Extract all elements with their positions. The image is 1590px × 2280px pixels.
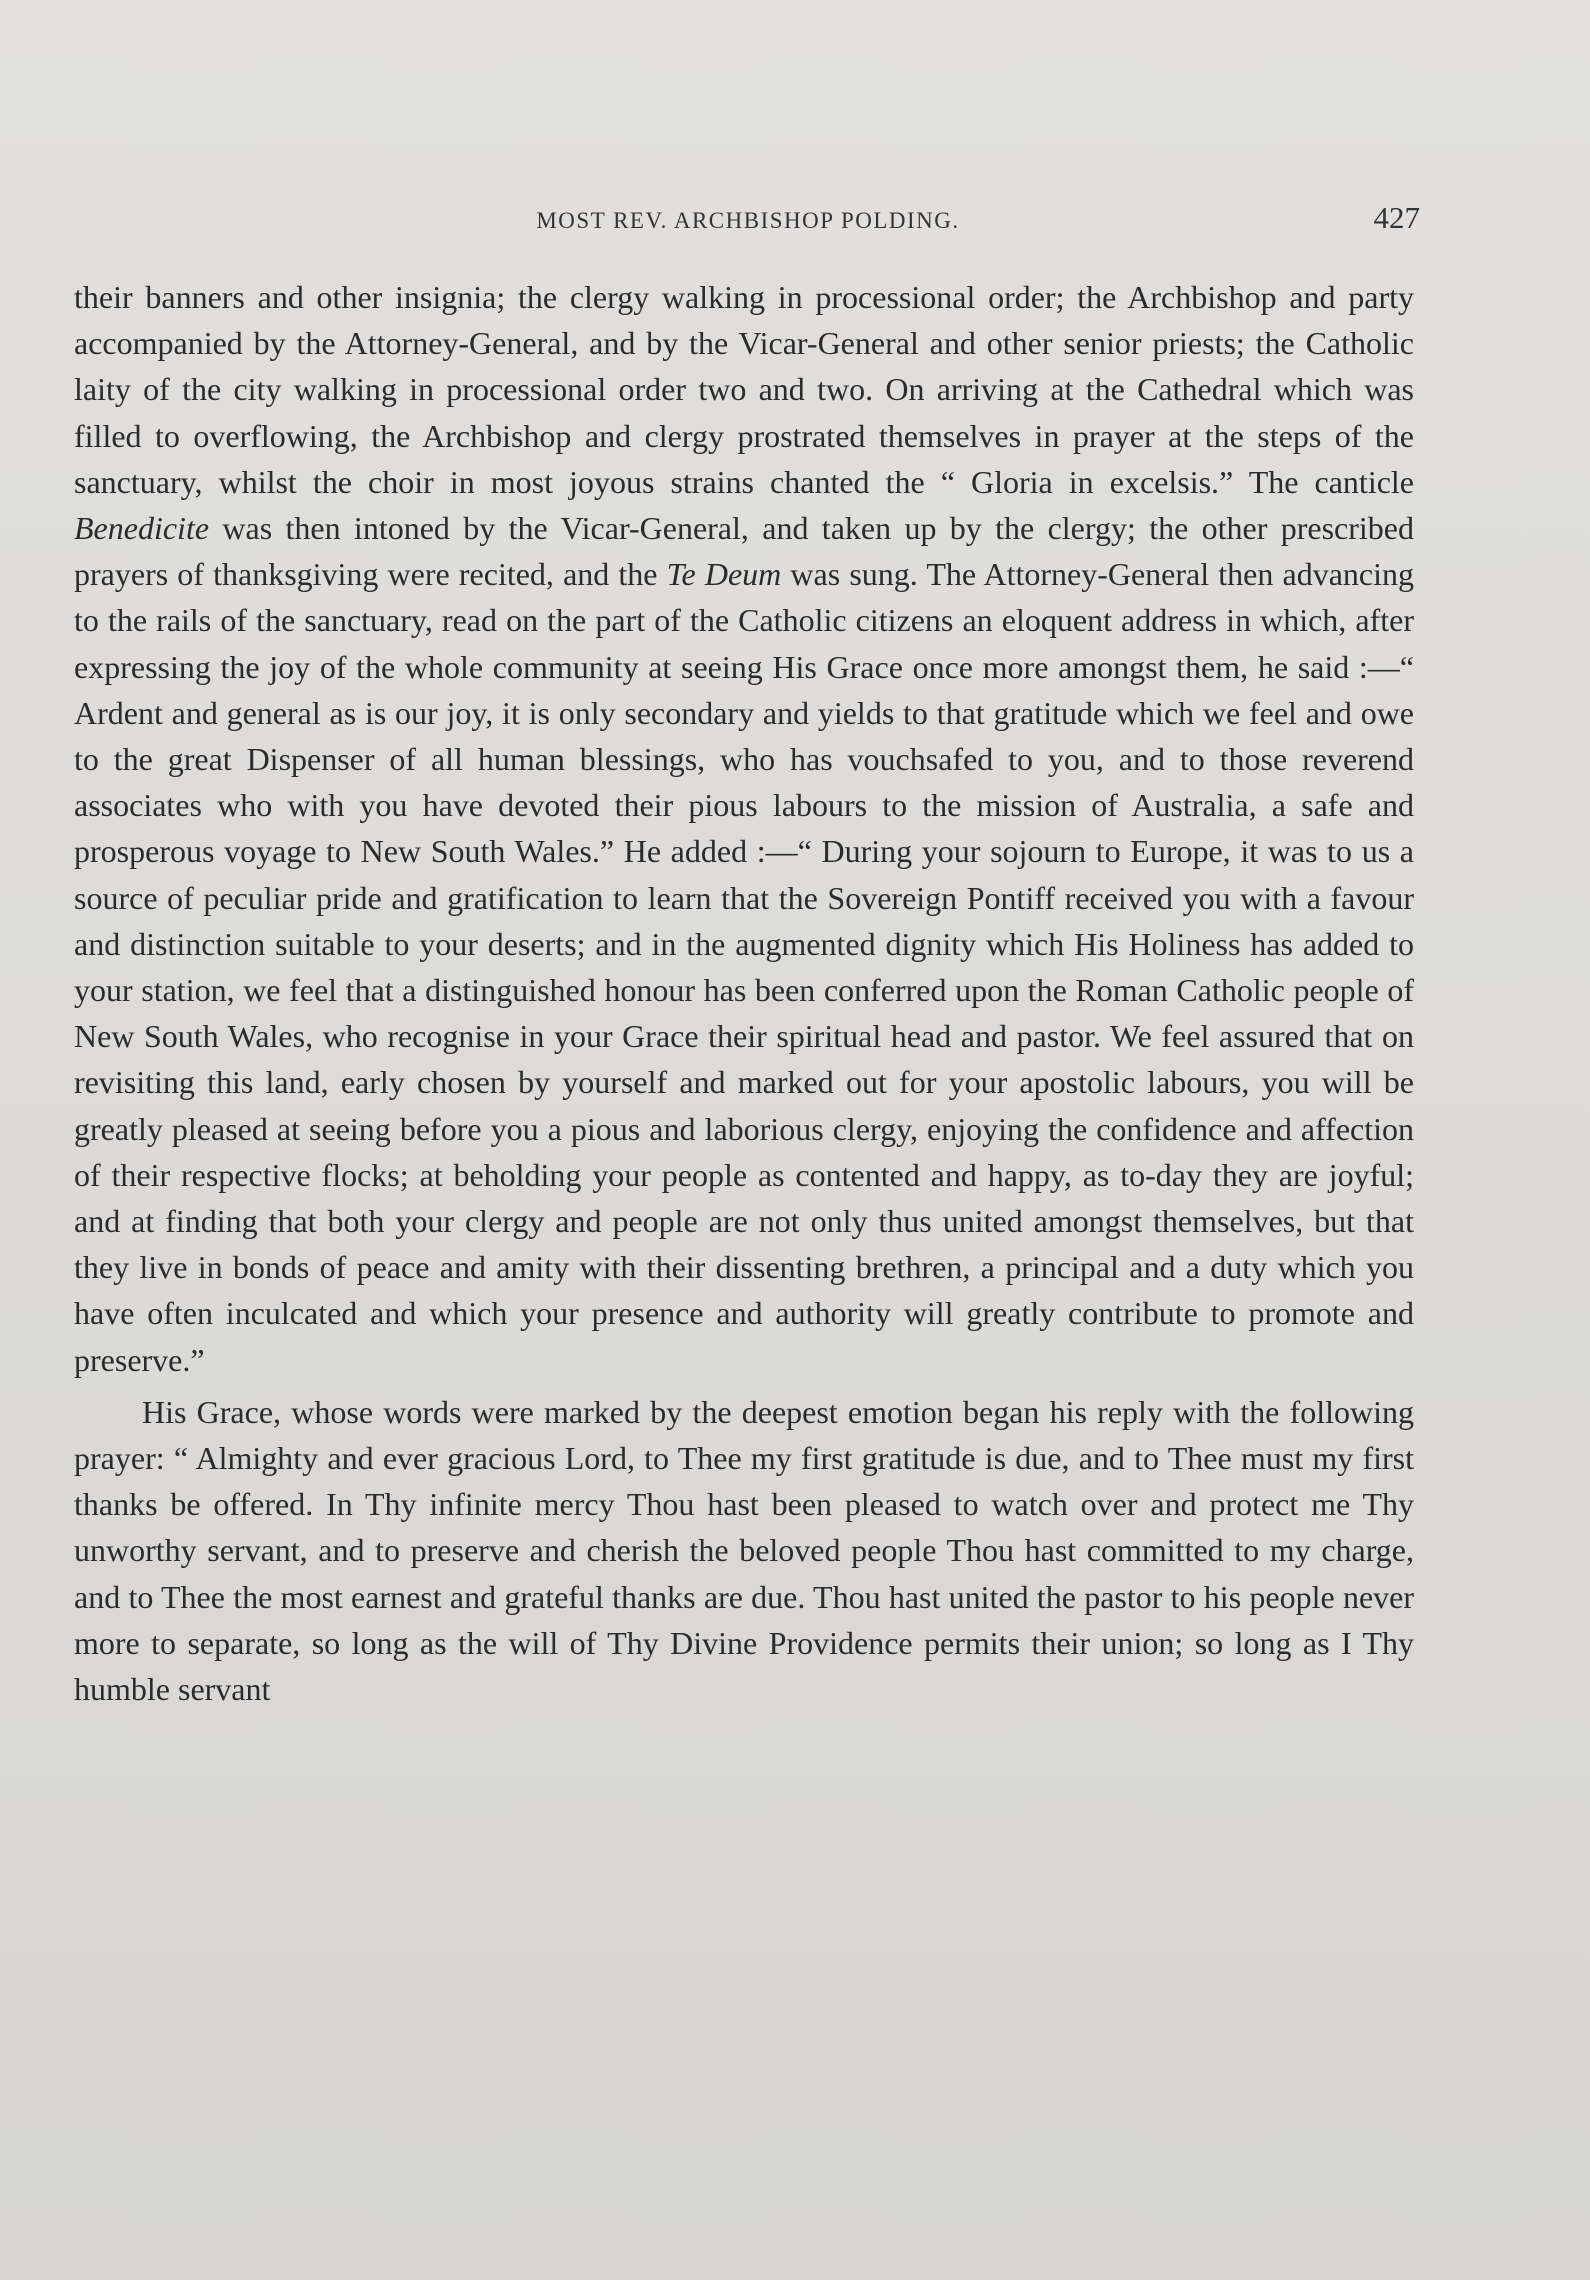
paragraph-1-text-a: their banners and other insignia; the clergy walking in processional order; the Archbishop and party accompanied by the Attorney-General, and by the Vicar-General and other senior priests; the Catholic laity of the city walking in processional order two and two. On arriving at the Cathedral which was filled to overflowing, the Archbishop and clergy prostrated themselves in prayer at the steps of the sanctuary, whilst the choir in most joyous strains chanted the “ Gloria in excelsis.” The canticle xyxy=(74,279,1414,500)
paragraph-1-text-c: was then intoned by the Vicar-General, and taken up by the clergy; the other prescribed prayers of thanksgiving were recited, and the xyxy=(74,510,1414,593)
italic-te-deum: Te Deum xyxy=(666,556,782,593)
body-text xyxy=(74,274,1414,1712)
paragraph-1-text-e: was sung. The Attorney-General then advancing to the rails of the sanctuary, read on the part of the Catholic citizens an eloquent address in which, after expressing the joy of the whole community at seeing His Grace once more amongst them, he said :—“ Ardent and general as is our joy, it is only secondary and yields to that gratitude which we feel and owe to the great Dispenser of all human blessings, who has vouchsafed to you, and to those reverend associates who with you have devoted their pious labours to the mission of Australia, a safe and prosperous voyage to New South Wales.” He added :—“ During your sojourn to Europe, it was to us a source of peculiar pride and gratification to learn that the Sovereign Pontiff received you with a favour and distinction suitable to your deserts; and in the augmented dignity which His Holiness has added to your station, we feel that a distinguished honour has been conferred upon the Roman Catholic people of New South Wales, who recognise in your Grace their spiritual head and pastor. We feel assured that on revisiting this land, early chosen by yourself and marked out for your apostolic labours, you will be greatly pleased at seeing before you a pious and laborious clergy, enjoying the confidence and affection of their respective flocks; at beholding your people as contented and happy, as to-day they are joyful; and at finding that both your clergy and people are not only thus united amongst themselves, but that they live in bonds of peace and amity with their dissenting brethren, a principal and a duty which you have often inculcated and which your presence and authority will greatly contribute to promote and preserve.” xyxy=(74,556,1415,1378)
paragraph-1 xyxy=(74,274,1414,1383)
italic-benedicite: Benedicite xyxy=(74,510,210,547)
running-title: MOST REV. ARCHBISHOP POLDING. xyxy=(536,208,960,233)
page-number: 427 xyxy=(1373,200,1420,235)
running-head xyxy=(76,200,1420,246)
paragraph-2: His Grace, whose words were marked by the deepest emotion began his reply with the following prayer: “ Almighty and ever gracious Lord, to Thee my first gratitude is due, and to Thee must my first thanks be offered. In Thy infinite mercy Thou hast been pleased to watch over and protect me Thy unworthy servant, and to preserve and cherish the beloved people Thou hast committed to my charge, and to Thee the most earnest and grateful thanks are due. Thou hast united the pastor to his people never more to separate, so long as the will of Thy Divine Providence permits their union; so long as I Thy humble servant xyxy=(74,1393,1414,1708)
